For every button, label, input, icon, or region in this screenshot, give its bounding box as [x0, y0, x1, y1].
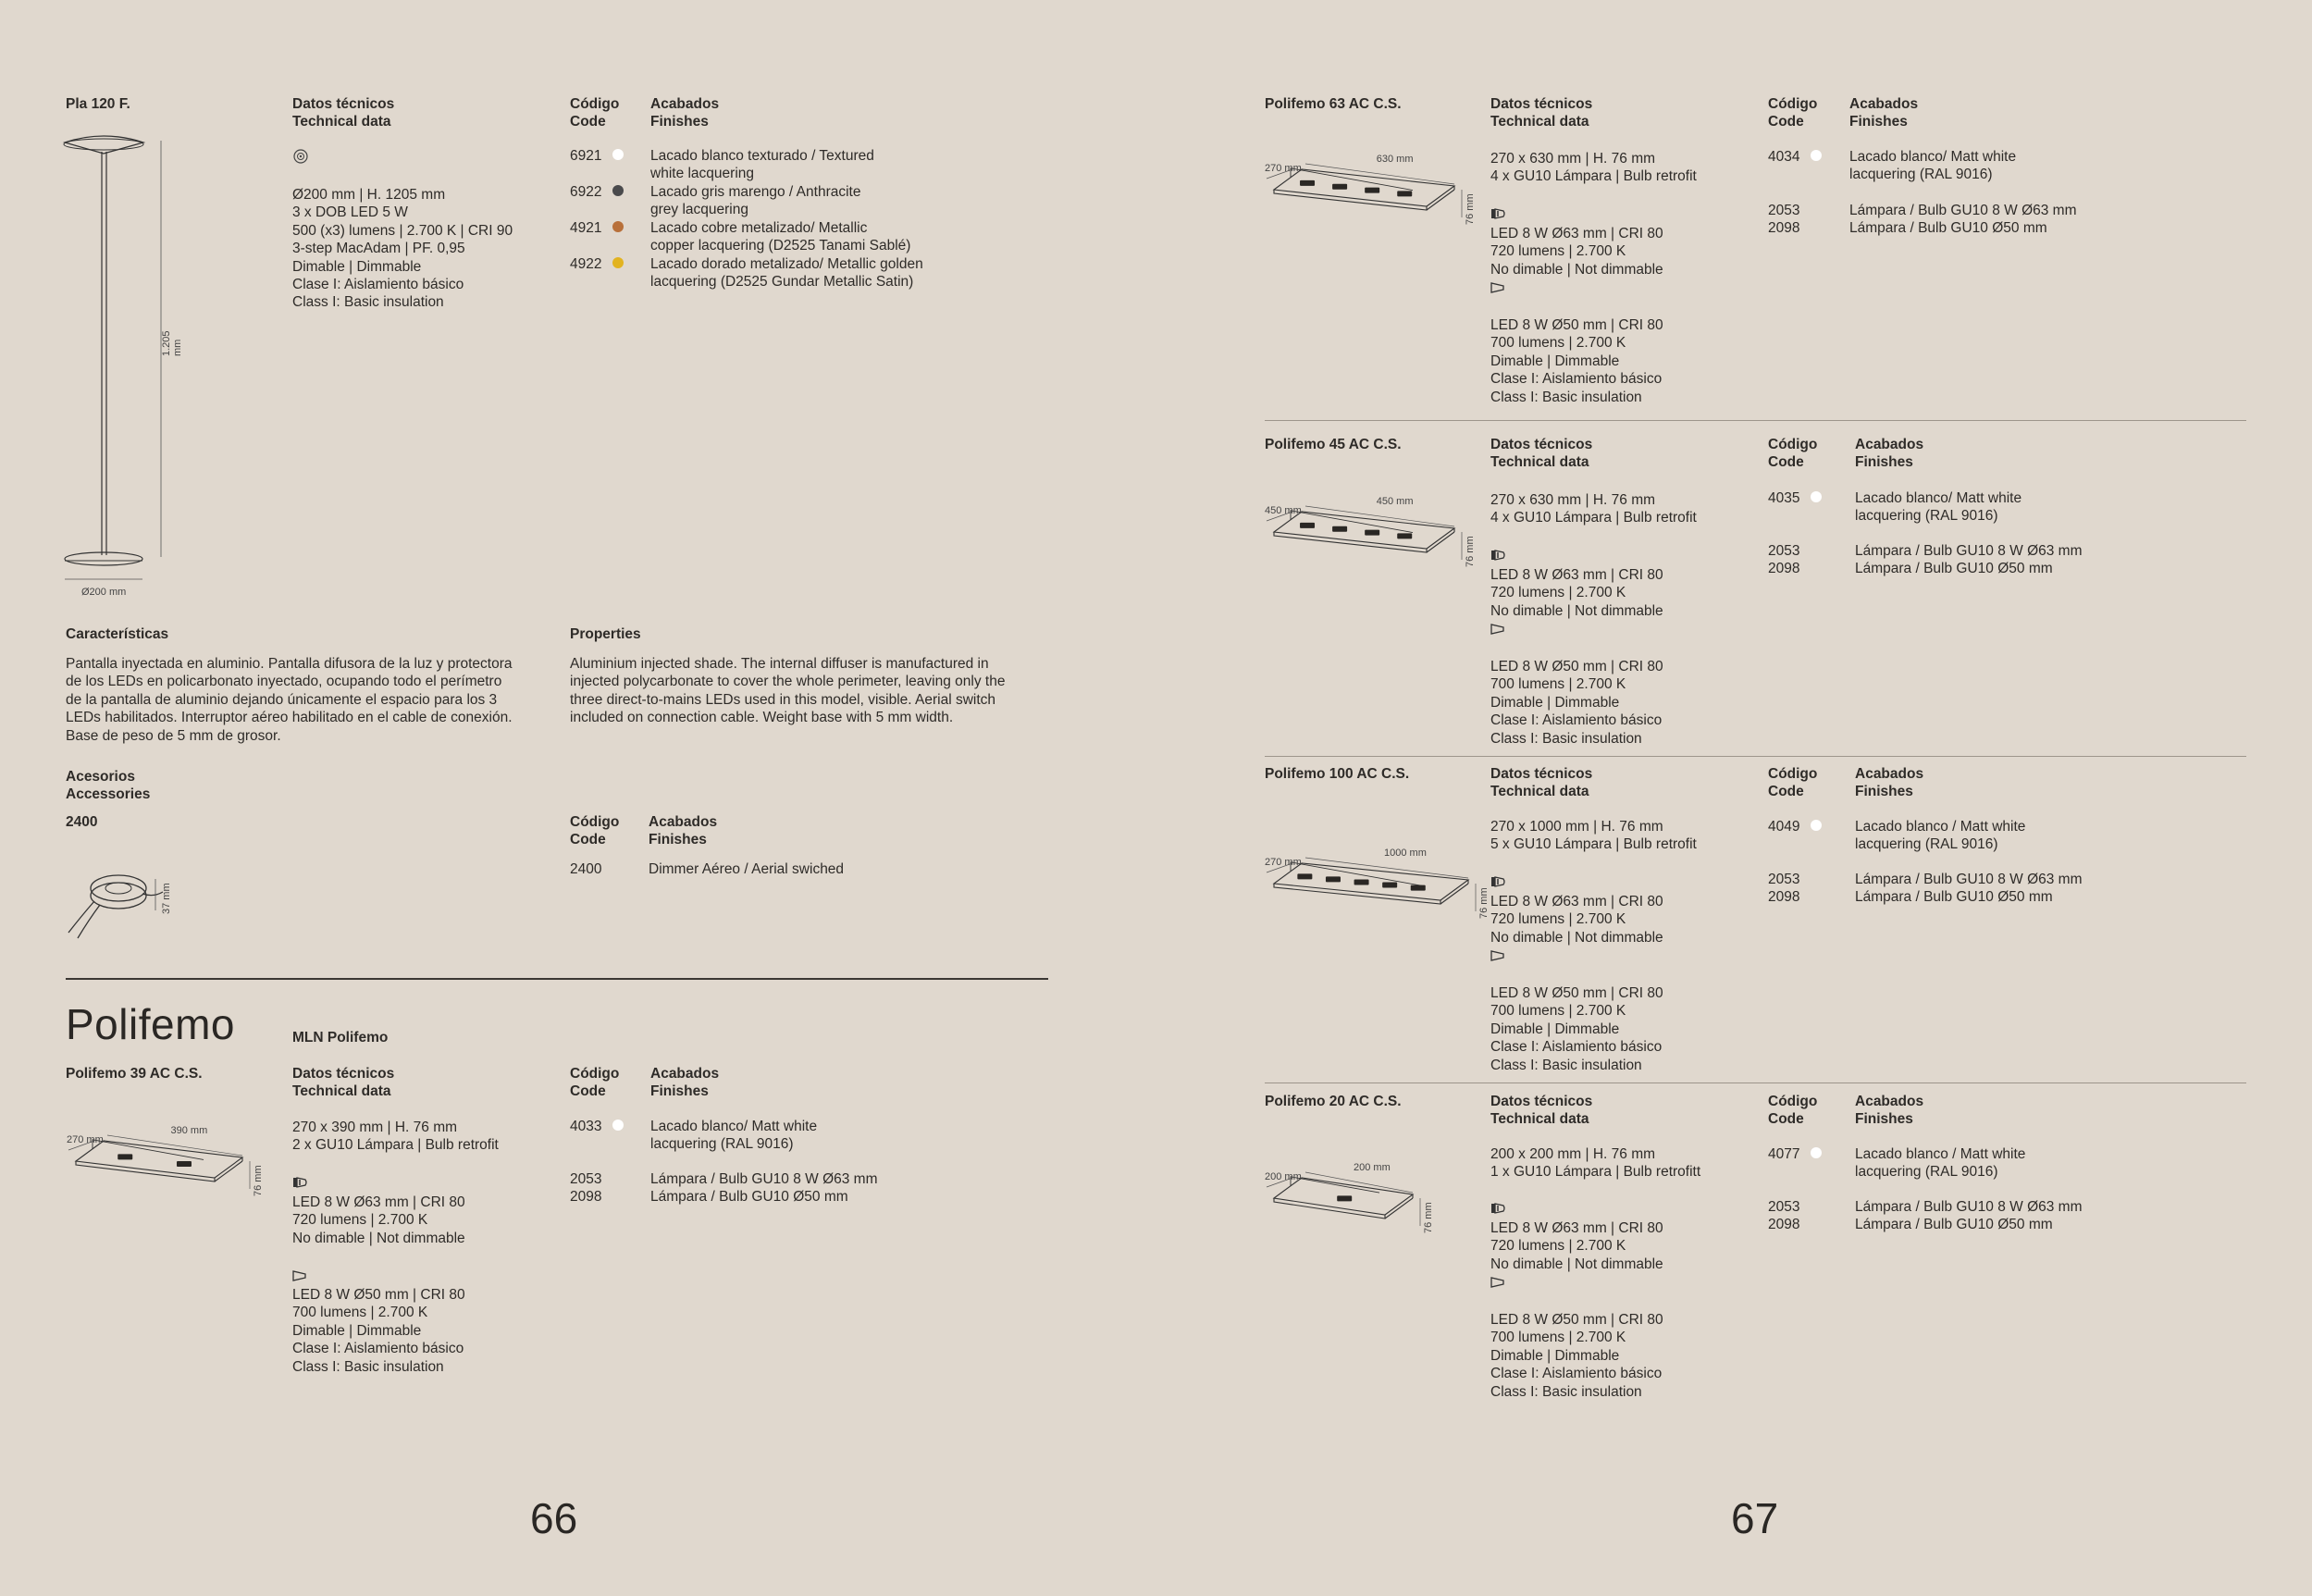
finish-4922: Lacado dorado metalizado/ Metallic golden lacquering (D2525 Gundar Metallic Satin) [650, 256, 923, 291]
tech-spec: 200 x 200 mm | H. 76 mm 1 x GU10 Lámpara | Bulb retrofitt [1490, 1146, 1701, 1181]
section-divider [66, 978, 1048, 980]
length-dimension: 1000 mm [1384, 847, 1427, 859]
dimmer-drawing [63, 860, 174, 944]
family-subtitle: MLN Polifemo [292, 1030, 389, 1045]
spec-bulb-63: LED 8 W Ø63 mm | CRI 80 720 lumens | 2.700 K No dimable | Not dimmable [1490, 226, 1663, 278]
finish-main: Lacado blanco/ Matt white lacquering (RAL 9016) [650, 1119, 818, 1153]
code-bulbs: 2053 2098 [1768, 543, 1800, 577]
page-number: 67 [1731, 1494, 1779, 1542]
finish-6921: Lacado blanco texturado / Textured white lacquering [650, 148, 874, 182]
gu10-bulb-63-icon [1490, 1201, 1507, 1216]
white-swatch [1811, 1147, 1822, 1158]
length-dimension: 450 mm [1376, 496, 1414, 507]
accessory-finish: Dimmer Aéreo / Aerial swiched [649, 861, 845, 877]
gu10-bulb-63-icon [292, 1175, 309, 1190]
length-dimension: 390 mm [170, 1125, 208, 1136]
finish-bulbs: Lámpara / Bulb GU10 8 W Ø63 mm Lámpara / Bulb GU10 Ø50 mm [1855, 872, 2083, 906]
properties-text: Aluminium injected shade. The internal diffuser is manufactured in injected polycarbonate to cover the whole perimeter, leaving only the three direct-to-mains LEDs used in this model, visible. Aerial switch included on connection cable. Weight base with 5 mm width. [570, 656, 1006, 726]
tech-spec: 270 x 630 mm | H. 76 mm 4 x GU10 Lámpara | Bulb retrofit [1490, 492, 1697, 526]
properties-heading: Properties [570, 626, 641, 642]
finish-main: Lacado blanco/ Matt white lacquering (RAL 9016) [1849, 149, 2017, 183]
code-main: 4034 [1768, 149, 1800, 165]
gu10-bulb-50-icon [1490, 280, 1507, 295]
white-swatch [1811, 491, 1822, 502]
product-name: Polifemo 20 AC C.S. [1265, 1094, 1402, 1109]
characteristics-text: Pantalla inyectada en aluminio. Pantalla difusora de la luz y protectora de los LEDs en policarbonato inyectado, ocupando todo el perímetro de la pantalla de aluminio dejando únicamente el espacio para los 3 LEDs habilitados. Interruptor aéreo habilitado en el cable de conexión. Base de peso de 5 mm de grosor. [66, 656, 513, 744]
anthracite-swatch [612, 185, 624, 196]
finishes-heading: Acabados Finishes [1855, 1094, 1924, 1128]
base-dimension: Ø200 mm [81, 587, 127, 598]
finish-4921: Lacado cobre metalizado/ Metallic copper lacquering (D2525 Tanami Sablé) [650, 220, 911, 254]
height-dimension: 76 mm [1465, 536, 1476, 567]
tech-spec: Ø200 mm | H. 1205 mm 3 x DOB LED 5 W 500 (x3) lumens | 2.700 K | CRI 90 3-step MacAdam | PF. 0,95 Dimable | Dimmable Clase I: Aislamiento básico Class I: Basic insulation [292, 187, 513, 311]
spec-bulb-63: LED 8 W Ø63 mm | CRI 80 720 lumens | 2.700 K No dimable | Not dimmable [1490, 567, 1663, 619]
spec-bulb-50: LED 8 W Ø50 mm | CRI 80 700 lumens | 2.700 K Dimable | Dimmable Clase I: Aislamiento básico Class I: Basic insulation [1490, 317, 1663, 405]
section-divider [1265, 756, 2246, 757]
finish-main: Lacado blanco / Matt white lacquering (RAL 9016) [1855, 1146, 2026, 1181]
finishes-heading: Acabados Finishes [650, 96, 720, 130]
code-bulbs: 2053 2098 [1768, 203, 1800, 237]
code-6922: 6922 [570, 184, 602, 200]
tech-spec: 270 x 630 mm | H. 76 mm 4 x GU10 Lámpara | Bulb retrofit [1490, 151, 1697, 185]
family-title: Polifemo [66, 1000, 235, 1048]
product-name: Pla 120 F. [66, 96, 130, 112]
code-heading: Código Code [1768, 766, 1818, 800]
height-dimension: 76 mm [1478, 887, 1490, 919]
floor-lamp-drawing [56, 130, 185, 611]
section-divider [1265, 420, 2246, 421]
code-heading: Código Code [1768, 437, 1818, 471]
spec-bulb-50: LED 8 W Ø50 mm | CRI 80 700 lumens | 2.700 K Dimable | Dimmable Clase I: Aislamiento básico Class I: Basic insulation [1490, 659, 1663, 747]
width-dimension: 450 mm [1265, 505, 1302, 516]
finishes-heading: Acabados Finishes [1855, 766, 1924, 800]
code-main: 4035 [1768, 490, 1800, 506]
product-name: Polifemo 39 AC C.S. [66, 1066, 203, 1082]
code-main: 4033 [570, 1119, 602, 1134]
spec-bulb-63: LED 8 W Ø63 mm | CRI 80 720 lumens | 2.700 K No dimable | Not dimmable [1490, 1220, 1663, 1272]
code-bulbs: 2053 2098 [1768, 1199, 1800, 1233]
luminaire-drawing [1265, 153, 1501, 254]
luminaire-drawing [1265, 847, 1515, 948]
tech-spec: 270 x 1000 mm | H. 76 mm 5 x GU10 Lámpara | Bulb retrofit [1490, 819, 1697, 853]
height-dimension: 76 mm [253, 1165, 264, 1196]
luminaire-drawing [1265, 495, 1501, 597]
dimmer-height-dimension: 37 mm [161, 883, 172, 914]
code-heading: Código Code [570, 1066, 620, 1100]
width-dimension: 200 mm [1265, 1171, 1302, 1182]
white-swatch [1811, 150, 1822, 161]
code-4921: 4921 [570, 220, 602, 236]
tech-data-heading: Datos técnicos Technical data [1490, 766, 1593, 800]
tech-data-heading: Datos técnicos Technical data [292, 1066, 395, 1100]
finish-main: Lacado blanco / Matt white lacquering (RAL 9016) [1855, 819, 2026, 853]
luminaire-drawing [67, 1124, 289, 1226]
spec-bulb-50: LED 8 W Ø50 mm | CRI 80 700 lumens | 2.700 K Dimable | Dimmable Clase I: Aislamiento básico Class I: Basic insulation [292, 1287, 465, 1375]
accessory-code-heading: Código Code [570, 814, 620, 848]
finish-bulbs: Lámpara / Bulb GU10 8 W Ø63 mm Lámpara / Bulb GU10 Ø50 mm [1855, 543, 2083, 577]
tech-data-heading: Datos técnicos Technical data [1490, 437, 1593, 471]
product-name: Polifemo 100 AC C.S. [1265, 766, 1410, 782]
characteristics-heading: Características [66, 626, 169, 642]
product-name: Polifemo 45 AC C.S. [1265, 437, 1402, 452]
code-heading: Código Code [1768, 96, 1818, 130]
width-dimension: 270 mm [1265, 857, 1302, 868]
height-dimension: 76 mm [1465, 193, 1476, 225]
code-main: 4049 [1768, 819, 1800, 835]
gu10-bulb-50-icon [1490, 948, 1507, 963]
code-bulbs: 2053 2098 [570, 1171, 602, 1206]
width-dimension: 270 mm [67, 1134, 104, 1145]
finish-bulbs: Lámpara / Bulb GU10 8 W Ø63 mm Lámpara / Bulb GU10 Ø50 mm [1855, 1199, 2083, 1233]
finishes-heading: Acabados Finishes [1849, 96, 1919, 130]
width-dimension: 270 mm [1265, 163, 1302, 174]
tech-data-heading: Datos técnicos Technical data [292, 96, 395, 130]
accessories-heading: Acesorios Accessories [66, 769, 151, 803]
spec-bulb-63: LED 8 W Ø63 mm | CRI 80 720 lumens | 2.700 K No dimable | Not dimmable [1490, 894, 1663, 946]
product-name: Polifemo 63 AC C.S. [1265, 96, 1402, 112]
code-heading: Código Code [570, 96, 620, 130]
finish-bulbs: Lámpara / Bulb GU10 8 W Ø63 mm Lámpara / Bulb GU10 Ø50 mm [650, 1171, 878, 1206]
spec-bulb-50: LED 8 W Ø50 mm | CRI 80 700 lumens | 2.700 K Dimable | Dimmable Clase I: Aislamiento básico Class I: Basic insulation [1490, 1312, 1663, 1400]
tech-spec: 270 x 390 mm | H. 76 mm 2 x GU10 Lámpara | Bulb retrofit [292, 1120, 499, 1154]
code-main: 4077 [1768, 1146, 1800, 1162]
white-swatch [1811, 820, 1822, 831]
length-dimension: 200 mm [1354, 1162, 1391, 1173]
finishes-heading: Acabados Finishes [1855, 437, 1924, 471]
gu10-bulb-50-icon [1490, 1275, 1507, 1290]
code-bulbs: 2053 2098 [1768, 872, 1800, 906]
code-4922: 4922 [570, 256, 602, 272]
code-6921: 6921 [570, 148, 602, 164]
code-heading: Código Code [1768, 1094, 1818, 1128]
gu10-bulb-50-icon [1490, 622, 1507, 637]
white-swatch [612, 149, 624, 160]
tech-data-heading: Datos técnicos Technical data [1490, 1094, 1593, 1128]
finish-main: Lacado blanco/ Matt white lacquering (RAL 9016) [1855, 490, 2022, 525]
led-chip-icon [292, 148, 309, 165]
accessory-id: 2400 [66, 814, 98, 830]
accessory-code: 2400 [570, 861, 602, 877]
page-number: 66 [530, 1494, 578, 1542]
copper-swatch [612, 221, 624, 232]
spec-bulb-63: LED 8 W Ø63 mm | CRI 80 720 lumens | 2.700 K No dimable | Not dimmable [292, 1194, 465, 1246]
height-dimension: 76 mm [1423, 1202, 1434, 1233]
white-swatch [612, 1120, 624, 1131]
golden-swatch [612, 257, 624, 268]
length-dimension: 630 mm [1376, 154, 1414, 165]
luminaire-drawing [1265, 1161, 1459, 1263]
spec-bulb-50: LED 8 W Ø50 mm | CRI 80 700 lumens | 2.700 K Dimable | Dimmable Clase I: Aislamiento básico Class I: Basic insulation [1490, 985, 1663, 1073]
finish-bulbs: Lámpara / Bulb GU10 8 W Ø63 mm Lámpara / Bulb GU10 Ø50 mm [1849, 203, 2077, 237]
tech-data-heading: Datos técnicos Technical data [1490, 96, 1593, 130]
accessory-finishes-heading: Acabados Finishes [649, 814, 718, 848]
finishes-heading: Acabados Finishes [650, 1066, 720, 1100]
finish-6922: Lacado gris marengo / Anthracite grey lacquering [650, 184, 861, 218]
height-dimension: 1.205 mm [161, 330, 183, 356]
gu10-bulb-50-icon [292, 1268, 309, 1283]
